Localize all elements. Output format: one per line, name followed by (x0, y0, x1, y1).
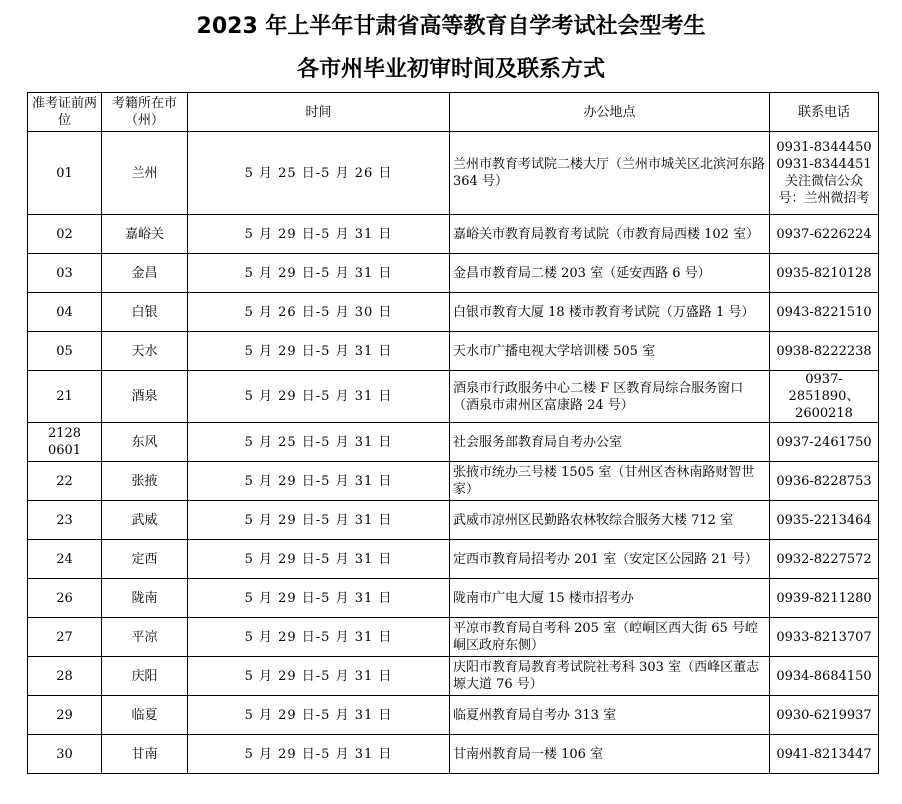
cell-code: 21 (28, 371, 102, 423)
cell-code: 23 (28, 501, 102, 540)
header-exam-id-prefix: 准考证前两位 (28, 93, 102, 132)
table-row (28, 501, 879, 540)
cell-phone: 0930-6219937 (770, 696, 879, 735)
cell-time: 5 月 29 日-5 月 31 日 (188, 332, 450, 371)
table-row (28, 332, 879, 371)
cell-code: 27 (28, 618, 102, 657)
table-row (28, 423, 879, 462)
table-row (28, 735, 879, 774)
cell-phone: 0933-8213707 (770, 618, 879, 657)
cell-time: 5 月 29 日-5 月 31 日 (188, 501, 450, 540)
cell-city: 庆阳 (102, 657, 188, 696)
cell-city: 武威 (102, 501, 188, 540)
cell-city: 陇南 (102, 579, 188, 618)
cell-phone: 0937-6226224 (770, 215, 879, 254)
header-time: 时间 (188, 93, 450, 132)
cell-code: 2128 0601 (28, 423, 102, 462)
cell-city: 金昌 (102, 254, 188, 293)
cell-time: 5 月 29 日-5 月 31 日 (188, 462, 450, 501)
cell-city: 酒泉 (102, 371, 188, 423)
cell-address: 平凉市教育局自考科 205 室（崆峒区西大街 65 号崆峒区政府东侧） (450, 618, 770, 657)
cell-time: 5 月 29 日-5 月 31 日 (188, 540, 450, 579)
table-header-row (28, 93, 879, 132)
cell-time: 5 月 29 日-5 月 31 日 (188, 696, 450, 735)
cell-code: 29 (28, 696, 102, 735)
table-row (28, 579, 879, 618)
cell-city: 嘉峪关 (102, 215, 188, 254)
cell-code: 01 (28, 132, 102, 215)
cell-time: 5 月 26 日-5 月 30 日 (188, 293, 450, 332)
table-row (28, 657, 879, 696)
cell-time: 5 月 29 日-5 月 31 日 (188, 735, 450, 774)
cell-phone: 0932-8227572 (770, 540, 879, 579)
header-office-address: 办公地点 (450, 93, 770, 132)
table-row (28, 618, 879, 657)
cell-phone: 0935-2213464 (770, 501, 879, 540)
table-row (28, 696, 879, 735)
cell-city: 天水 (102, 332, 188, 371)
cell-time: 5 月 29 日-5 月 31 日 (188, 215, 450, 254)
cell-time: 5 月 29 日-5 月 31 日 (188, 618, 450, 657)
header-registry-city: 考籍所在市（州） (102, 93, 188, 132)
cell-phone: 0934-8684150 (770, 657, 879, 696)
cell-time: 5 月 25 日-5 月 31 日 (188, 423, 450, 462)
cell-code: 03 (28, 254, 102, 293)
schedule-table (27, 92, 879, 774)
cell-phone: 0937-2851890、2600218 (770, 371, 879, 423)
cell-city: 平凉 (102, 618, 188, 657)
header-contact-phone: 联系电话 (770, 93, 879, 132)
cell-address: 定西市教育局招考办 201 室（安定区公园路 21 号） (450, 540, 770, 579)
cell-phone: 0936-8228753 (770, 462, 879, 501)
cell-address: 酒泉市行政服务中心二楼 F 区教育局综合服务窗口（酒泉市肃州区富康路 24 号） (450, 371, 770, 423)
document-subtitle: 各市州毕业初审时间及联系方式 (296, 57, 605, 82)
cell-time: 5 月 29 日-5 月 31 日 (188, 254, 450, 293)
cell-city: 东风 (102, 423, 188, 462)
cell-phone: 0939-8211280 (770, 579, 879, 618)
cell-phone: 0943-8221510 (770, 293, 879, 332)
cell-address: 白银市教育大厦 18 楼市教育考试院（万盛路 1 号） (450, 293, 770, 332)
cell-address: 临夏州教育局自考办 313 室 (450, 696, 770, 735)
cell-code: 30 (28, 735, 102, 774)
cell-city: 定西 (102, 540, 188, 579)
cell-address: 嘉峪关市教育局教育考试院（市教育局西楼 102 室） (450, 215, 770, 254)
cell-phone: 0941-8213447 (770, 735, 879, 774)
table-row (28, 254, 879, 293)
cell-time: 5 月 29 日-5 月 31 日 (188, 579, 450, 618)
cell-address: 甘南州教育局一楼 106 室 (450, 735, 770, 774)
cell-address: 陇南市广电大厦 15 楼市招考办 (450, 579, 770, 618)
cell-time: 5 月 29 日-5 月 31 日 (188, 371, 450, 423)
cell-phone: 0931-8344450 0931-8344451 关注微信公众号：兰州微招考 (770, 132, 879, 215)
table-row (28, 371, 879, 423)
cell-code: 22 (28, 462, 102, 501)
table-row (28, 540, 879, 579)
cell-address: 社会服务部教育局自考办公室 (450, 423, 770, 462)
cell-code: 02 (28, 215, 102, 254)
cell-address: 武威市凉州区民勤路农林牧综合服务大楼 712 室 (450, 501, 770, 540)
cell-address: 庆阳市教育局教育考试院社考科 303 室（西峰区董志塬大道 76 号） (450, 657, 770, 696)
cell-address: 张掖市统办三号楼 1505 室（甘州区杏林南路财智世家） (450, 462, 770, 501)
cell-phone: 0937-2461750 (770, 423, 879, 462)
table-row (28, 215, 879, 254)
document-title: 2023 年上半年甘肃省高等教育自学考试社会型考生 (196, 14, 706, 39)
cell-city: 张掖 (102, 462, 188, 501)
cell-phone: 0938-8222238 (770, 332, 879, 371)
table-row (28, 132, 879, 215)
cell-address: 兰州市教育考试院二楼大厅（兰州市城关区北滨河东路 364 号） (450, 132, 770, 215)
cell-code: 24 (28, 540, 102, 579)
cell-code: 26 (28, 579, 102, 618)
cell-city: 兰州 (102, 132, 188, 215)
cell-city: 白银 (102, 293, 188, 332)
cell-time: 5 月 25 日-5 月 26 日 (188, 132, 450, 215)
cell-code: 04 (28, 293, 102, 332)
table-row (28, 293, 879, 332)
cell-time: 5 月 29 日-5 月 31 日 (188, 657, 450, 696)
table-row (28, 462, 879, 501)
cell-code: 28 (28, 657, 102, 696)
cell-city: 临夏 (102, 696, 188, 735)
cell-city: 甘南 (102, 735, 188, 774)
cell-code: 05 (28, 332, 102, 371)
cell-phone: 0935-8210128 (770, 254, 879, 293)
cell-address: 天水市广播电视大学培训楼 505 室 (450, 332, 770, 371)
cell-address: 金昌市教育局二楼 203 室（延安西路 6 号） (450, 254, 770, 293)
